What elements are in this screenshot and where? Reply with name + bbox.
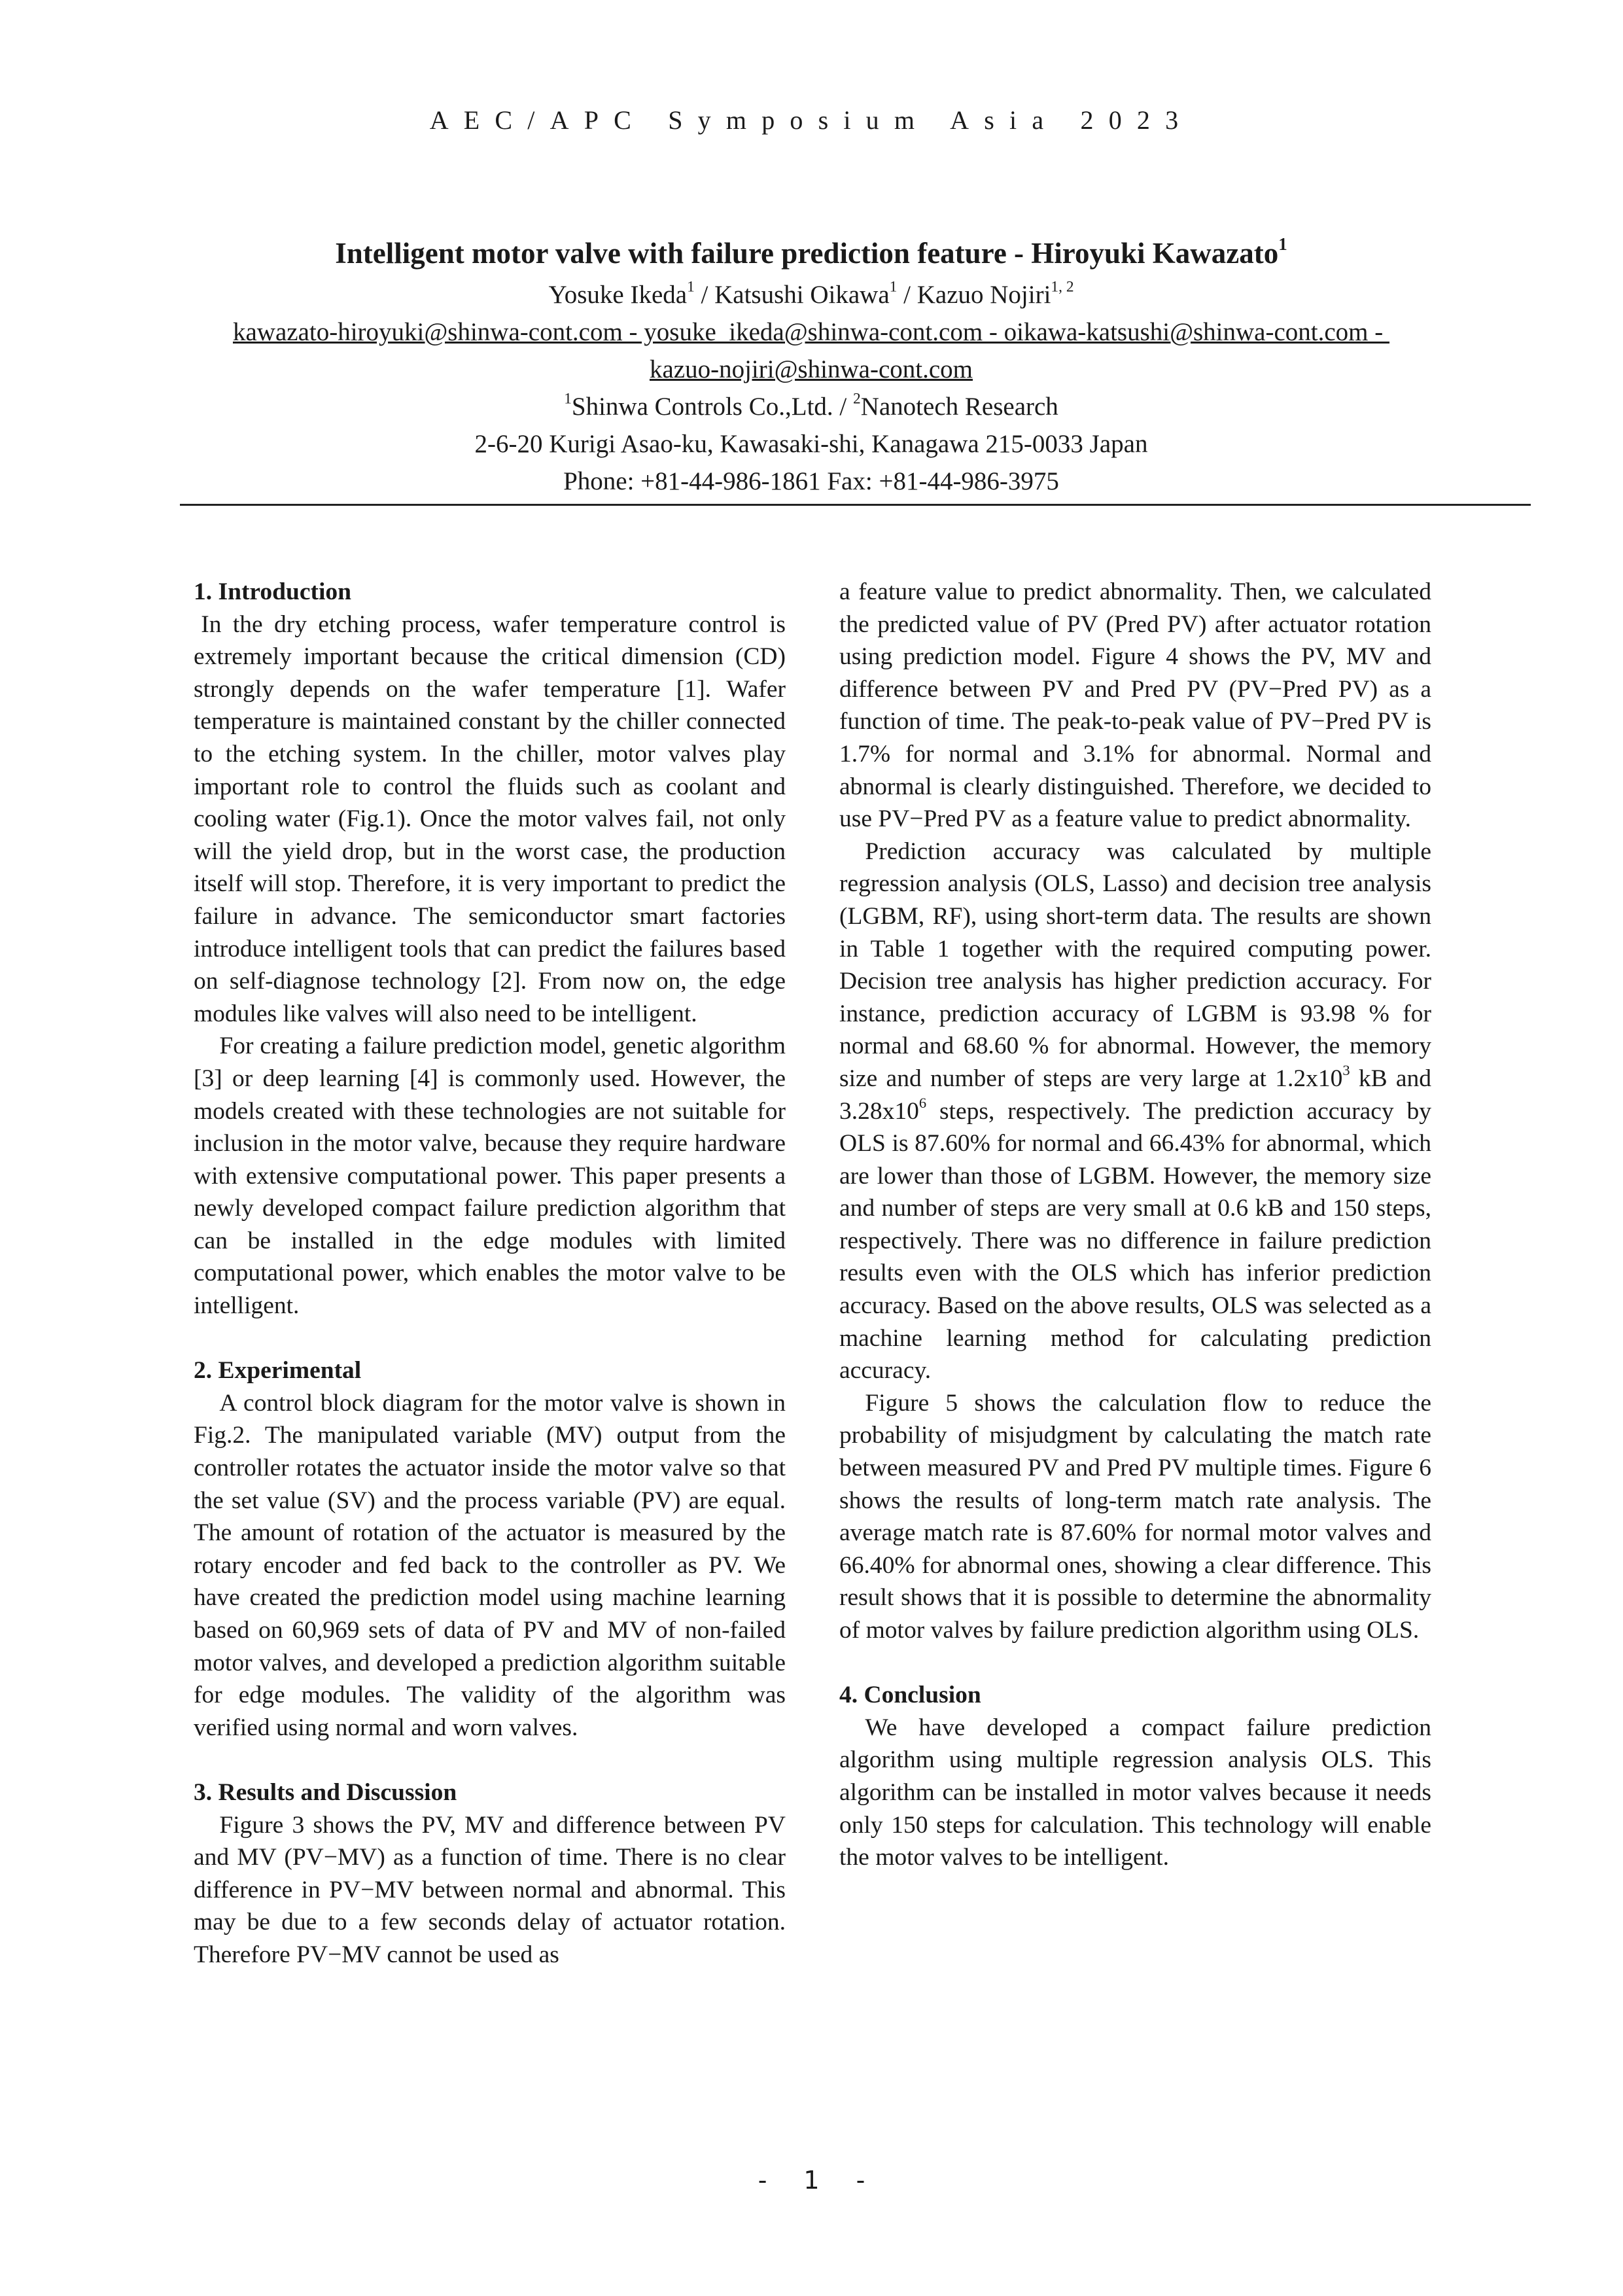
paragraph: [839, 836, 1438, 1387]
affiliation-text: Shinwa Controls Co.,Ltd. /: [571, 393, 853, 421]
paragraph-text: Prediction accuracy was calculated by multiple regression analysis (OLS, Lasso) and decision tree analysis (LGBM, RF), using short-term data. The results are shown in Table 1 together with the required computing power. Decision tree analysis has higher prediction accuracy. For instance, prediction accuracy of LGBM is 93.98 % for normal and 68.60 % for abnormal. However, the memory size and number of steps are very large at 1.2x10: [839, 838, 1431, 1092]
affiliation-text: Nanotech Research: [860, 393, 1058, 421]
email-line[interactable]: kawazato-hiroyuki@shinwa-cont.com - yosuke_ikeda@shinwa-cont.com - oikawa-katsushi@shinwa-cont.com -: [232, 318, 1390, 346]
paragraph-text: kB and 3.28x10: [839, 1065, 1438, 1125]
page-dash: -: [758, 2166, 767, 2195]
spacer: [194, 1322, 786, 1355]
spacer: [839, 1647, 1431, 1680]
paper-title: [177, 230, 1446, 276]
exponent: 6: [918, 1094, 927, 1111]
header-divider: [180, 504, 1531, 506]
spacer: [194, 1744, 786, 1776]
author-list: [177, 276, 1446, 313]
affiliations: [177, 388, 1446, 425]
page-number-value: 1: [803, 2166, 820, 2195]
paragraph: Figure 3 shows the PV, MV and difference between PV and MV (PV−MV) as a function of time. There is no clear difference in PV−MV between normal and abnormal. This may be due to a few seconds delay of actuator rotation. Therefore PV−MV cannot be used as: [194, 1811, 786, 1968]
paragraph-text: steps, respectively. The prediction accuracy by OLS is 87.60% for normal and 66.43% for abnormal, which are lower than those of LGBM. However, the memory size and number of steps are very small at 0.6 kB and 150 steps, respectively. There was no difference in failure prediction results even with the OLS which has inferior prediction accuracy. Based on the above results, OLS was selected as a machine learning method for calculating prediction accuracy.: [839, 1097, 1431, 1385]
paragraph: Figure 5 shows the calculation flow to reduce the probability of misjudgment by calculating the match rate between measured PV and Pred PV multiple times. Figure 6 shows the results of long-term match rate analysis. The average match rate is 87.60% for normal motor valves and 66.40% for abnormal ones, showing a clear difference. This result shows that it is possible to determine the abnormality of motor valves by failure prediction algorithm using OLS.: [839, 1389, 1431, 1644]
paragraph: For creating a failure prediction model, genetic algorithm [3] or deep learning [4] is commonly used. However, the models created with these technologies are not suitable for inclusion in the motor valve, because they require hardware with extensive computational power. This paper presents a newly developed compact failure prediction algorithm that can be installed in the edge modules with limited computational power, which enables the motor valve to be intelligent.: [194, 1033, 786, 1320]
left-column: [194, 576, 786, 1971]
running-header: AEC/APC Symposium Asia 2023: [429, 105, 1194, 135]
author-separator: /: [897, 281, 917, 309]
section-heading: 4. Conclusion: [839, 1682, 981, 1709]
paragraph: In the dry etching process, wafer temperature control is extremely important because the critical dimension (CD) strongly depends on the wafer temperature [1]. Wafer temperature is maintained constant by the chiller connected to the etching system. In the chiller, motor valves play important role to control the fluids such as coolant and cooling water (Fig.1). Once the motor valves fail, not only will the yield drop, but in the worst case, the production itself will stop. Therefore, it is very important to predict the failure in advance. The semiconductor smart factories introduce intelligent tools that can predict the failures based on self-diagnose technology [2]. From now on, the edge modules like valves will also need to be intelligent.: [194, 610, 786, 1027]
affiliation-mark: 1: [564, 390, 572, 408]
author-separator: /: [694, 281, 715, 309]
title-superscript: 1: [1278, 234, 1287, 254]
email-line[interactable]: kazuo-nojiri@shinwa-cont.com: [649, 355, 973, 383]
page-number: [0, 2166, 1623, 2195]
page-dash: -: [856, 2166, 865, 2195]
paragraph: We have developed a compact failure prediction algorithm using multiple regression analysis OLS. This algorithm can be installed in motor valves because it needs only 150 steps for calculation. This technology will enable the motor valves to be intelligent.: [839, 1714, 1431, 1871]
paragraph: A control block diagram for the motor valve is shown in Fig.2. The manipulated variable (MV) output from the controller rotates the actuator inside the motor valve so that the set value (SV) and the process variable (PV) are equal. The amount of rotation of the actuator is measured by the rotary encoder and fed back to the controller as PV. We have created the prediction model using machine learning based on 60,969 sets of data of PV and MV of non-failed motor valves, and developed a prediction algorithm suitable for edge modules. The validity of the algorithm was verified using normal and worn valves.: [194, 1389, 786, 1741]
phone-fax: Phone: +81-44-986-1861 Fax: +81-44-986-3975: [563, 467, 1059, 495]
right-column: [839, 576, 1438, 1874]
title-block: [177, 230, 1446, 500]
section-heading: 3. Results and Discussion: [194, 1778, 457, 1806]
paragraph: a feature value to predict abnormality. Then, we calculated the predicted value of PV (Pred PV) after actuator rotation using prediction model. Figure 4 shows the PV, MV and difference between PV and Pred PV (PV−Pred PV) as a function of time. The peak-to-peak value of PV−Pred PV is 1.7% for normal and 3.1% for abnormal. Normal and abnormal is clearly distinguished. Therefore, we decided to use PV−Pred PV as a feature value to predict abnormality.: [839, 578, 1431, 833]
paper-title-text: Intelligent motor valve with failure prediction feature - Hiroyuki Kawazato: [335, 237, 1279, 270]
section-heading: 1. Introduction: [194, 578, 352, 605]
author-name: Yosuke Ikeda: [548, 281, 688, 309]
author-name: Kazuo Nojiri: [916, 281, 1051, 309]
author-name: Katsushi Oikawa: [714, 281, 890, 309]
author-affiliation-mark: 1: [889, 278, 898, 296]
section-heading: 2. Experimental: [194, 1357, 362, 1385]
author-affiliation-mark: 1, 2: [1051, 278, 1074, 296]
exponent: 3: [1342, 1062, 1350, 1079]
address: 2-6-20 Kurigi Asao-ku, Kawasaki-shi, Kanagawa 215-0033 Japan: [474, 430, 1148, 458]
affiliation-mark: 2: [853, 390, 861, 408]
author-affiliation-mark: 1: [687, 278, 695, 296]
